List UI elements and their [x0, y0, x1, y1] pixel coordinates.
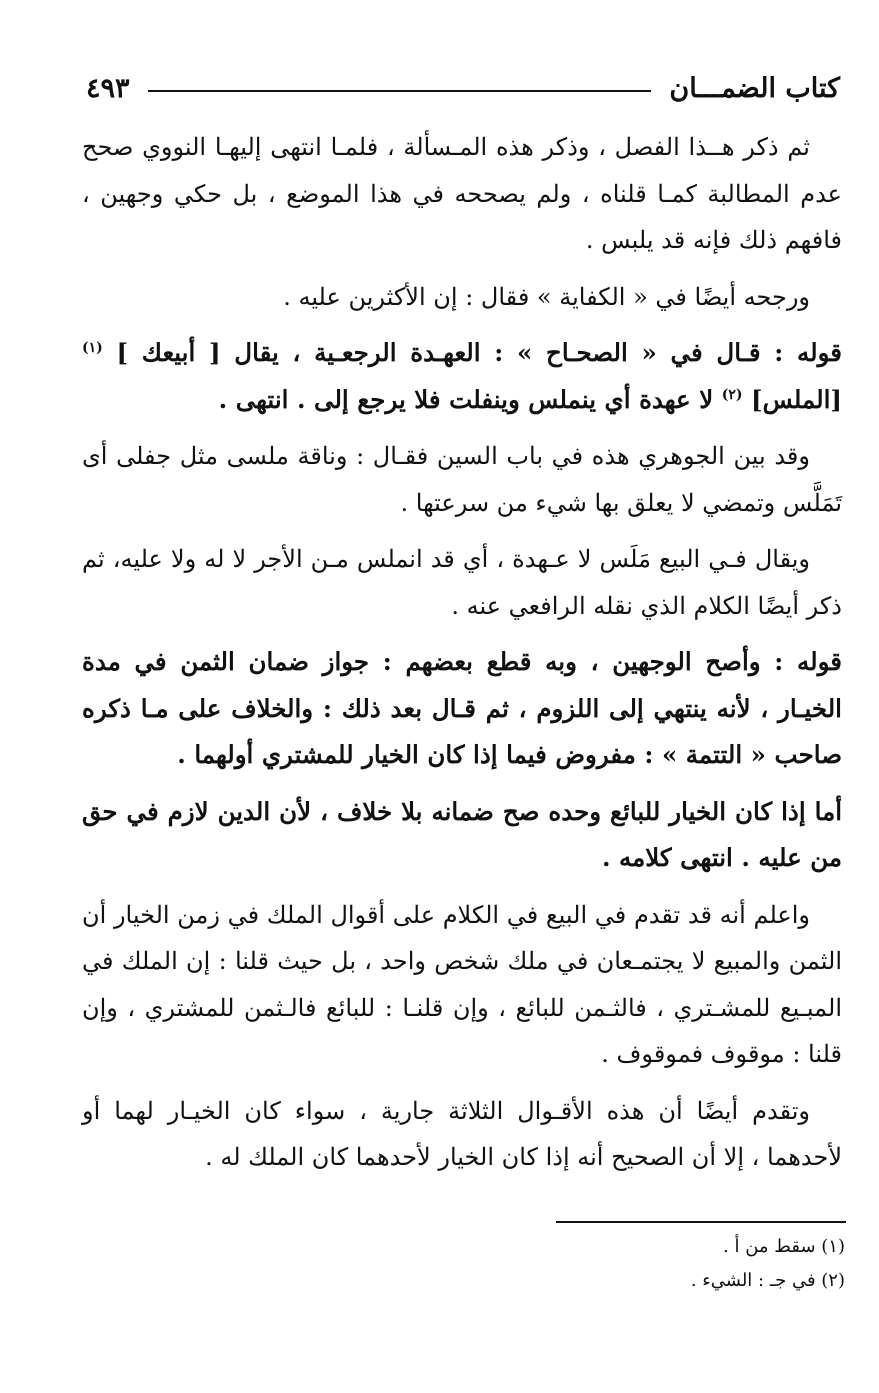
footnote-marker-1: (١) — [82, 339, 103, 356]
footnote-2: (٢) في جـ : الشيء . — [690, 1270, 845, 1291]
paragraph-2: ورجحه أيضًا في « الكفاية » فقال : إن الأكثرين عليه . — [283, 282, 810, 311]
footnotes — [400, 1230, 845, 1298]
running-title: كتاب الضمـــان — [669, 72, 840, 104]
page-header — [86, 66, 840, 110]
footnote-marker-2: (٢) — [721, 386, 743, 403]
page-body — [82, 124, 842, 1191]
paragraph-3-quote — [82, 330, 842, 423]
page-number: ٤٩٣ — [86, 72, 130, 104]
header-rule — [148, 90, 652, 92]
paragraph-9: وتقدم أيضًا أن هذه الأقـوال الثلاثة جارية ، سواء كان الخيـار لهما أو لأحدهما ، إلا أن الصحيح أنه إذا كان الخيار لأحدهما كان الملك له . — [82, 1096, 842, 1171]
paragraph-4: وقد بين الجوهري هذه في باب السين فقـال : وناقة ملسى مثل جفلى أى تَمَلَّس وتمضي لا يعلق بها شيء من سرعتها . — [82, 442, 842, 517]
paragraph-7-quote: أما إذا كان الخيار للبائع وحده صح ضمانه بلا خلاف ، لأن الدين لازم في حق من عليه . انتهى كلامه . — [82, 796, 842, 872]
quote-text-part-3: لا عهدة أي ينملس وينفلت فلا يرجع إلى . انتهى . — [218, 384, 722, 414]
quote-text-part-2: [الملس] — [742, 384, 842, 414]
paragraph-1: ثم ذكر هــذا الفصل ، وذكر هذه المـسألة ، فلمـا انتهى إليهـا النووي صحح عدم المطالبة كمـا قلناه ، ولم يصححه في هذا الموضع ، بل حكي وجهين ، فافهم ذلك فإنه قد يلبس . — [82, 133, 842, 254]
quote-text-part-1: قوله : قـال في « الصحـاح » : العهـدة الرجعـية ، يقال [ أبيعك ] — [102, 338, 842, 367]
paragraph-8: واعلم أنه قد تقدم في البيع في الكلام على أقوال الملك في زمن الخيار أن الثمن والمبيع لا يجتمـعان في ملك شخص واحد ، بل حيث قلنا : إن الملك في المبـيع للمشـتري ، فالثـمن للبائع ، وإن قلنـا : للبائع فالـثمن للمشتري ، وإن قلنا : موقوف فموقوف . — [82, 900, 842, 1068]
footnote-1: (١) سقط من أ . — [723, 1236, 845, 1257]
footnote-separator — [556, 1221, 846, 1223]
paragraph-5: ويقال فـي البيع مَلَس لا عـهدة ، أي قد انملس مـن الأجر لا له ولا عليه، ثم ذكر أيضًا الكلام الذي نقله الرافعي عنه . — [82, 545, 842, 620]
paragraph-6-quote: قوله : وأصح الوجهين ، وبه قطع بعضهم : جواز ضمان الثمن في مدة الخيـار ، لأنه ينتهي إلى اللزوم ، ثم قـال بعد ذلك : والخلاف على مـا ذكره صاحب « التتمة » : مفروض فيما إذا كان الخيار للمشتري أولهما . — [82, 647, 842, 769]
